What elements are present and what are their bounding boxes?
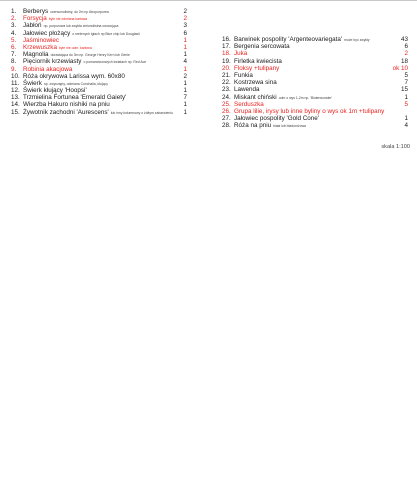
plant-name-cell [234, 65, 279, 72]
plant-name: Lawenda [234, 86, 260, 94]
plant-number: 17. [222, 43, 231, 51]
plant-list-left [11, 8, 187, 116]
plant-number: 2. [11, 15, 17, 23]
plant-quantity: 7 [183, 94, 187, 102]
plant-row [222, 108, 408, 115]
plant-number: 26. [222, 107, 231, 115]
plant-quantity: 1 [404, 93, 408, 101]
plant-name: Magnolia [23, 51, 49, 59]
plant-row [222, 72, 408, 79]
plant-number: 21. [222, 71, 231, 79]
plant-row [222, 58, 408, 65]
plant-name: Robinia akacjowa [23, 65, 73, 73]
plant-name: Róża okrywowa Larissa wym. 60x80 [23, 72, 125, 80]
plant-row [222, 86, 408, 93]
plant-number: 3. [11, 22, 17, 30]
plant-name: Bergenia sercowata [234, 43, 290, 51]
plant-quantity: 1 [183, 65, 187, 73]
plant-number: 5. [11, 36, 17, 44]
plant-name: Funkia [234, 71, 253, 79]
plant-name: Serduszka [234, 100, 264, 108]
plant-name: Juka [234, 50, 248, 58]
plant-name: Forsycja [23, 15, 47, 23]
plant-name: Grupa lilie, irysy lub inne byliny o wys ok 1m +tulipany [234, 107, 385, 115]
plant-number: 9. [11, 65, 17, 73]
plant-row [222, 65, 408, 72]
plant-quantity: 7 [404, 79, 408, 87]
plant-name: Jabłoń [23, 22, 42, 30]
plant-row [11, 73, 187, 80]
plant-row [11, 51, 187, 58]
plant-row [11, 80, 187, 87]
plant-row [11, 8, 187, 15]
scale-label: skala 1:100 [381, 144, 410, 150]
plant-row [222, 101, 408, 108]
plant-name: Świerk [23, 79, 42, 87]
plant-number: 10. [11, 72, 20, 80]
plant-note: o srebrnych igłach np Blue chip lub Douglasii [72, 31, 140, 36]
plant-row [222, 122, 408, 129]
plant-row [222, 43, 408, 50]
plant-note: byle nie odmiana karłowa [48, 17, 88, 22]
plant-quantity: 1 [183, 108, 187, 116]
plant-quantity: 1 [183, 101, 187, 109]
plant-name-cell [23, 94, 126, 101]
plant-name: Żywotnik zachodni 'Aurescens' [23, 108, 109, 116]
plant-name-cell [234, 43, 290, 50]
plant-number: 16. [222, 36, 231, 43]
plant-name: Berberys [23, 8, 49, 15]
plant-number: 4. [11, 29, 17, 37]
top-divider [0, 0, 417, 1]
plant-quantity: 2 [183, 8, 187, 15]
plant-list-right [222, 36, 408, 129]
plant-quantity: 2 [183, 72, 187, 80]
plant-number: 6. [11, 43, 17, 51]
plant-name: Róża na pniu [234, 122, 272, 130]
plant-row [11, 58, 187, 65]
plant-row [11, 109, 187, 116]
plant-quantity: 1 [183, 87, 187, 95]
plant-row [222, 79, 408, 86]
plant-row [11, 94, 187, 101]
plant-name-cell [234, 86, 260, 93]
plant-number: 27. [222, 115, 231, 123]
plant-note: np. zwyczajny, odmiana Conchalla, kłujący [43, 81, 108, 86]
plant-row [11, 30, 187, 37]
plant-quantity: 6 [404, 43, 408, 51]
plant-name: Floksy +tulipany [234, 64, 280, 72]
plant-quantity: 1 [183, 79, 187, 87]
plant-row [222, 36, 408, 43]
plant-number: 24. [222, 93, 231, 101]
plant-quantity: 6 [183, 29, 187, 37]
plant-name-cell [23, 101, 110, 108]
plant-note: np. purpurowa lub zwykła zielonolistna owocująca [43, 24, 119, 29]
plant-quantity: 1 [183, 36, 187, 44]
plant-name-cell [23, 109, 173, 117]
plant-number: 13. [11, 94, 20, 102]
plant-name: Krzewuszka [23, 43, 57, 51]
plant-number: 8. [11, 58, 17, 66]
plant-name: Miskant chiński [234, 93, 277, 101]
plant-name: Wierzba Hakuro nishiki na pniu [23, 101, 110, 109]
plant-note: odm o wys 1-2m np. 'Blutenwunder' [278, 95, 333, 100]
plant-name: Pięciornik krzewiasty [23, 58, 82, 66]
plant-number: 15. [11, 108, 20, 116]
plant-number: 11. [11, 79, 20, 87]
plant-name: Kostrzewa sina [234, 79, 277, 87]
plant-row [222, 94, 408, 101]
plant-name: Barwinek pospolity 'Argenteovariegata' [234, 36, 343, 43]
plant-number: 18. [222, 50, 231, 58]
plant-name-cell [23, 73, 125, 80]
plant-name-cell [23, 66, 72, 73]
plant-name: Jałowiec pospolity 'Gold Cone' [234, 115, 320, 123]
plant-number: 28. [222, 122, 231, 130]
plant-quantity: 1 [183, 51, 187, 59]
plant-quantity: 5 [404, 100, 408, 108]
plant-name-cell [234, 115, 319, 122]
plant-row [11, 37, 187, 44]
plant-name-cell [234, 101, 264, 108]
plant-number: 7. [11, 51, 17, 59]
plant-name-cell [23, 37, 59, 44]
plant-name: Świerk kłujący 'Hoopsi' [23, 87, 87, 95]
plant-quantity: 4 [183, 58, 187, 66]
plant-note: o pomarańczowych kwiatach np. Red Ace [83, 60, 147, 65]
plant-row [11, 44, 187, 51]
plant-row [222, 50, 408, 57]
plant-name: Trzmielina Fortunea 'Emerald Gaiety' [23, 94, 127, 102]
plant-quantity: 3 [183, 22, 187, 30]
plant-row [11, 22, 187, 29]
plant-number: 12. [11, 87, 20, 95]
plant-quantity: 4 [404, 122, 408, 130]
plant-note: byle nie odm. karłowa [58, 45, 92, 50]
plant-number: 1. [11, 8, 17, 15]
plant-name: Firletka kwiecista [234, 57, 282, 65]
plant-note: dorastająca do 3m np. George Henry Kern lub Genie [50, 53, 130, 58]
plant-quantity: ok 10 [392, 64, 408, 72]
plant-quantity: 43 [400, 36, 408, 43]
plant-number: 25. [222, 100, 231, 108]
plant-note: czerwonolistny, do 2m np Atropurpurea [50, 10, 109, 14]
plant-number: 14. [11, 101, 20, 109]
plant-row [11, 87, 187, 94]
plant-name-cell [234, 72, 253, 79]
plant-row [222, 115, 408, 122]
plant-quantity: 1 [404, 115, 408, 123]
plant-number: 20. [222, 64, 231, 72]
plant-row [11, 15, 187, 22]
plant-quantity: 18 [400, 57, 408, 65]
plant-quantity: 2 [183, 15, 187, 23]
plant-quantity: 1 [183, 43, 187, 51]
plant-note: lub inny kolumnowy o żółtym zabarwieniu [110, 110, 173, 115]
plant-number: 22. [222, 79, 231, 87]
plant-number: 23. [222, 86, 231, 94]
plant-row [11, 101, 187, 108]
plant-name: Jaśminowiec [23, 36, 60, 44]
plant-quantity: 15 [400, 86, 408, 94]
plant-quantity: 5 [404, 71, 408, 79]
plant-name-cell [234, 79, 277, 86]
plant-quantity: 2 [404, 50, 408, 58]
plant-name-cell [234, 108, 384, 115]
plant-name-cell [23, 87, 87, 94]
plant-number: 19. [222, 57, 231, 65]
plant-row [11, 66, 187, 73]
plant-name-cell [234, 58, 282, 65]
plant-name-cell [234, 122, 306, 130]
plant-name-cell [234, 50, 247, 57]
plant-name: Jałowiec płożący [23, 29, 71, 37]
plant-note: może być zwykły [344, 38, 370, 42]
plant-note: biała lub bladoróżowa [273, 124, 306, 129]
